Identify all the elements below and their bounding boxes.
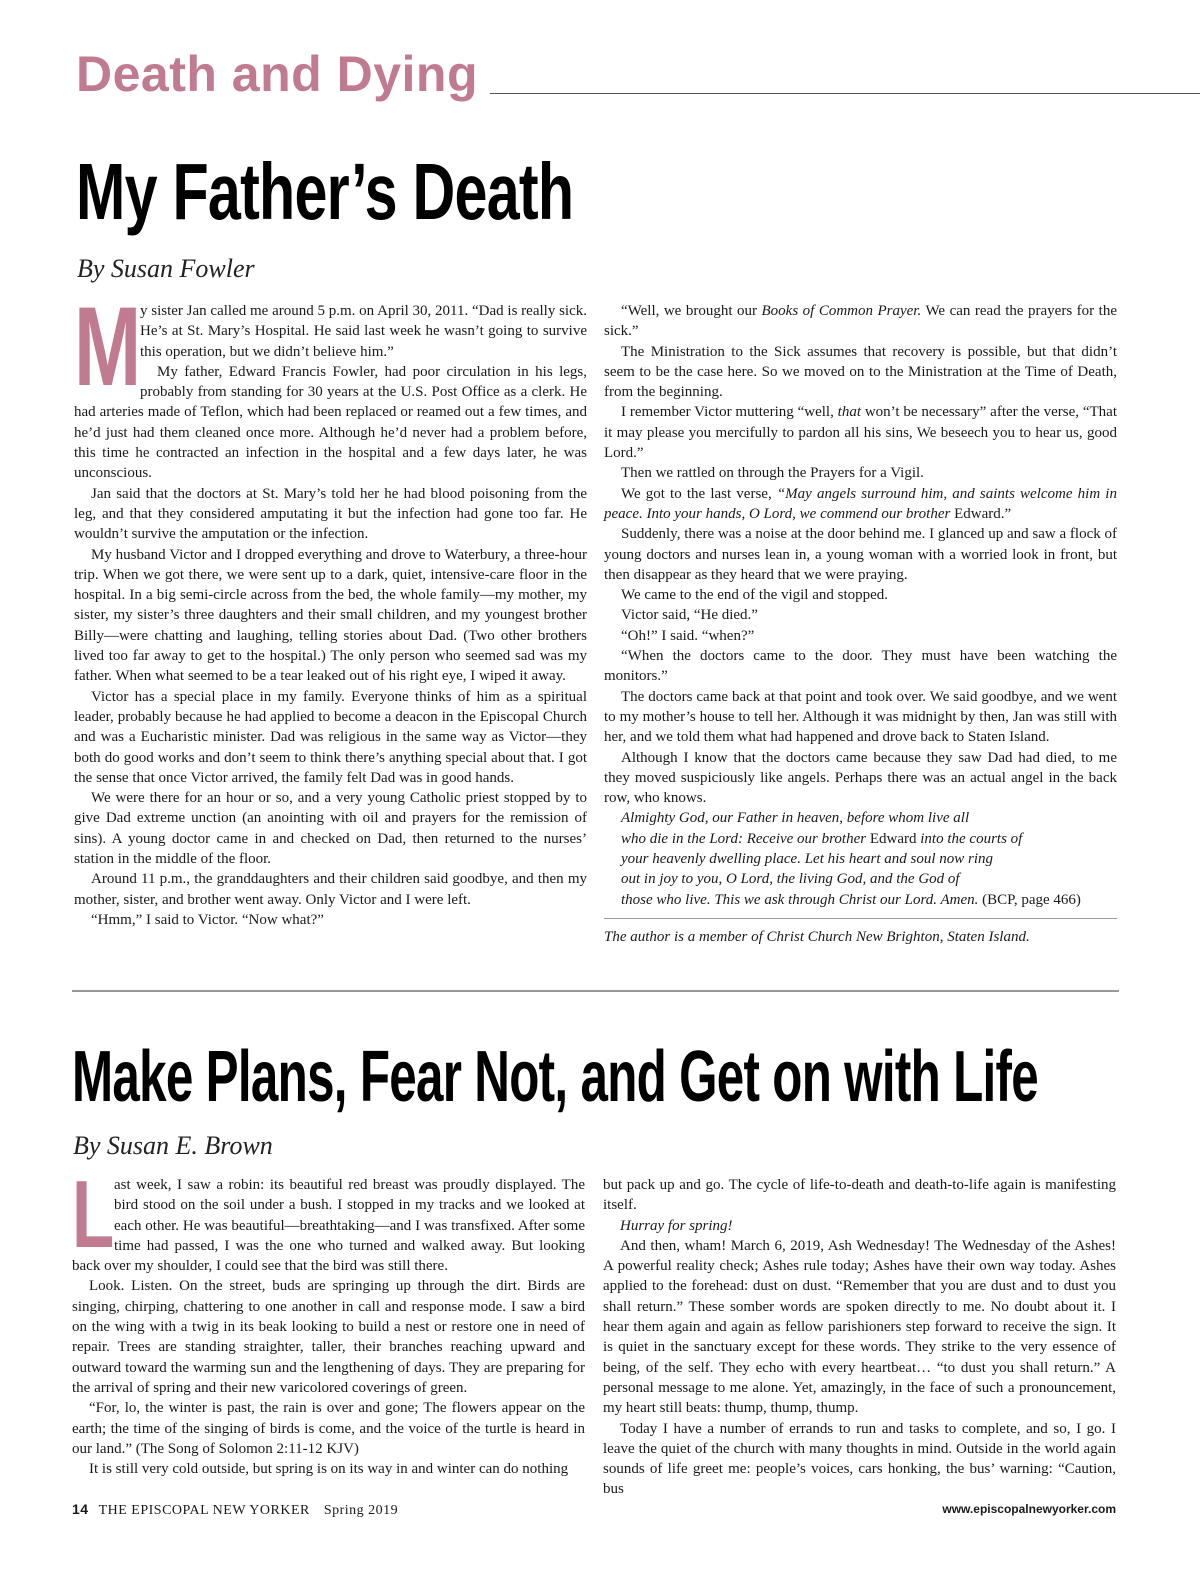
page-number: 14 bbox=[72, 1501, 89, 1517]
article-paragraph: Last week, I saw a robin: its beautiful red breast was proudly displayed. The bird stood on the soil under a bush. I stopped in my tracks and we looked at each other. He was beautiful—breathtaking—and I was transfixed. After some time had passed, I was the one who turned and walked away. But looking back over my shoulder, I could see that the bird was still there. bbox=[72, 1161, 585, 1275]
author-note-rule bbox=[604, 918, 1117, 919]
article-paragraph: Hurray for spring! bbox=[620, 1217, 733, 1234]
section-rule bbox=[490, 93, 1200, 94]
article-paragraph: We got to the last verse, “May angels surround him, and saints welcome him in peace. Into your hands, O Lord, we commend our brother Edward.” bbox=[604, 485, 1117, 522]
article-byline: By Susan E. Brown bbox=[73, 1131, 273, 1160]
article-paragraph: Suddenly, there was a noise at the door behind me. I glanced up and saw a flock of young doctors and nurses lean in, a young woman with a worried look in front, but then disappear as they heard that we were praying. bbox=[604, 526, 1117, 583]
article-paragraph: And then, wham! March 6, 2019, Ash Wednesday! The Wednesday of the Ashes! A powerful reality check; Ashes rule today; Ashes have their own way today. Ashes applied to the forehead: dust on dust. “Remember that you are dust and to dust you shall return.” These somber words are spoken directly to me. No doubt about it. I hear them again and again as fellow parishioners step forward to receive the sign. It is quiet in the sanctuary except for these words. They strike to the very essence of being, of the self. They echo with every heartbeat… “to dust you shall return.” A personal message to me alone. Yet, amazingly, in the face of such a pronouncement, my heart still beats: thump, thump, thump. bbox=[603, 1237, 1116, 1417]
prayer-quote: Almighty God, our Father in heaven, before whom live all who die in the Lord: Receive our brother Edward into the courts of your heavenly dwelling place. Let his heart and soul now ring out in joy to you, O Lord, the living God, and the God of those who live. This we ask through Christ our Lord. Amen. (BCP, page 466) bbox=[621, 810, 1081, 908]
article-paragraph: We came to the end of the vigil and stopped. bbox=[621, 587, 889, 604]
article-paragraph: but pack up and go. The cycle of life-to-death and death-to-life again is manifesting itself. bbox=[603, 1177, 1116, 1214]
article-paragraph: The Ministration to the Sick assumes that recovery is possible, but that didn’t seem to be the case here. So we moved on to the Ministration at the Time of Death, from the beginning. bbox=[604, 343, 1117, 401]
article-paragraph: Today I have a number of errands to run and tasks to complete, and so, I go. I leave the quiet of the church with many thoughts in mind. Outside in the world again sounds of life greet me: people’s voices, cars honking, the bus’ warning: “Caution, bus bbox=[603, 1420, 1116, 1498]
article-paragraph: Then we rattled on through the Prayers for a Vigil. bbox=[621, 465, 924, 482]
article-paragraph: “Oh!” I said. “when?” bbox=[621, 627, 755, 644]
article-paragraph: “When the doctors came to the door. They must have been watching the monitors.” bbox=[604, 648, 1117, 685]
article-title: My Father’s Death bbox=[76, 147, 574, 236]
article-paragraph: It is still very cold outside, but spring is on its way in and winter can do nothing bbox=[89, 1461, 569, 1478]
article-paragraph: I remember Victor muttering “well, that won’t be necessary” after the verse, “That it may please you mercifully to pardon all his sins, We beseech you to hear us, good Lord.” bbox=[604, 404, 1117, 462]
article2-column-right bbox=[603, 1175, 1116, 1500]
issue-label: Spring 2019 bbox=[323, 1503, 399, 1518]
article-paragraph: M y sister Jan called me around 5 p.m. on April 30, 2011. “Dad is really sick. He’s at St. Mary’s Hospital. He said last week he wasn’t going to survive this operation, but we didn’t believe him.” bbox=[74, 284, 587, 409]
article-paragraph: Look. Listen. On the street, buds are springing up through the dirt. Birds are singing, chirping, chattering to one another in call and response mode. I saw a bird on the wing with a twig in its beak looking to build a nest or restore one in need of repair. Trees are standing straighter, taller, their branches reaching upward and outward toward the warming sun and the lengthening of days. They are preparing for the arrival of spring and their new varicolored coverings of green. bbox=[72, 1278, 585, 1396]
article-paragraph: “Hmm,” I said to Victor. “Now what?” bbox=[91, 911, 324, 928]
article-paragraph: We were there for an hour or so, and a very young Catholic priest stopped by to give Dad extreme unction (an anointing with oil and prayers for the remission of sins). A young doctor came in and checked on Dad, then returned to the nurses’ station in the middle of the floor. bbox=[74, 790, 587, 868]
article-paragraph: Around 11 p.m., the granddaughters and their children said goodbye, and then my mother, sister, and brother went away. Only Victor and I were left. bbox=[74, 871, 587, 908]
publication-name: THE EPISCOPAL NEW YORKER bbox=[98, 1503, 310, 1518]
article-paragraph: Victor said, “He died.” bbox=[621, 607, 758, 624]
drop-cap: L bbox=[72, 1161, 115, 1268]
page-footer bbox=[72, 1500, 398, 1520]
article-paragraph: Victor has a special place in my family. Everyone thinks of him as a spiritual leader, probably because he had applied to become a deacon in the Episcopal Church and was a Eucharistic minister. Dad was religious in the same way as Victor—they both do good works and don’t seem to think there’s anything special about that. I got the sense that once Victor arrived, the family felt Dad was in good hands. bbox=[74, 688, 587, 786]
section-heading: Death and Dying bbox=[76, 46, 478, 102]
website-link[interactable]: www.episcopalnewyorker.com bbox=[942, 1502, 1116, 1516]
article-paragraph: Although I know that the doctors came because they saw Dad had died, to me they moved suspiciously like angels. Perhaps there was an actual angel in the back row, who knows. bbox=[604, 749, 1117, 807]
article-paragraph: “Well, we brought our Books of Common Prayer. We can read the prayers for the sick.” bbox=[604, 303, 1117, 340]
article-title: Make Plans, Fear Not, and Get on with Life bbox=[72, 1037, 1039, 1117]
article2-column-left bbox=[72, 1161, 585, 1479]
article-paragraph: My father, Edward Francis Fowler, had poor circulation in his legs, probably from standing for 30 years at the U.S. Post Office as a clerk. He had arteries made of Teflon, which had been replaced or reamed out a few times, and he’d just had them cleaned once more. Although he’d never had a problem before, this time he contracted an infection in the hospital and a few days later, he was unconscious. bbox=[74, 363, 587, 482]
article-byline: By Susan Fowler bbox=[77, 254, 255, 283]
article-divider bbox=[72, 990, 1119, 992]
article-paragraph: My husband Victor and I dropped everything and drove to Waterbury, a three-hour trip. When we got there, we were sent up to a dark, quiet, intensive-care floor in the hospital. In a big semi-circle across from the bed, the whole family—my mother, my sister, my sister’s three daughters and their small children, and my youngest brother Billy—were chatting and laughing, telling stories about Dad. (Two other brothers lived too far away to get to the hospital.) The only person who seemed sad was my father. When what seemed to be a tear leaked out of his right eye, I wiped it away. bbox=[74, 546, 587, 685]
drop-cap: M bbox=[74, 284, 142, 409]
article-paragraph: The doctors came back at that point and took over. We said goodbye, and we went to my mother’s house to tell her. Although it was midnight by then, Jan was still with her, and we told them what had happened and drove back to Staten Island. bbox=[604, 688, 1117, 746]
article-paragraph: “For, lo, the winter is past, the rain is over and gone; The flowers appear on the earth; the time of the singing of birds is come, and the voice of the turtle is heard in our land.” (The Song of Solomon 2:11-12 KJV) bbox=[72, 1400, 585, 1457]
article1-column-left bbox=[74, 284, 587, 930]
author-note: The author is a member of Christ Church New Brighton, Staten Island. bbox=[604, 928, 1030, 945]
article-paragraph: Jan said that the doctors at St. Mary’s told her he had blood poisoning from the leg, and that they considered amputating it but the infection had gone too far. He wouldn’t survive the amputation or the infection. bbox=[74, 485, 587, 543]
article1-column-right bbox=[604, 301, 1117, 947]
